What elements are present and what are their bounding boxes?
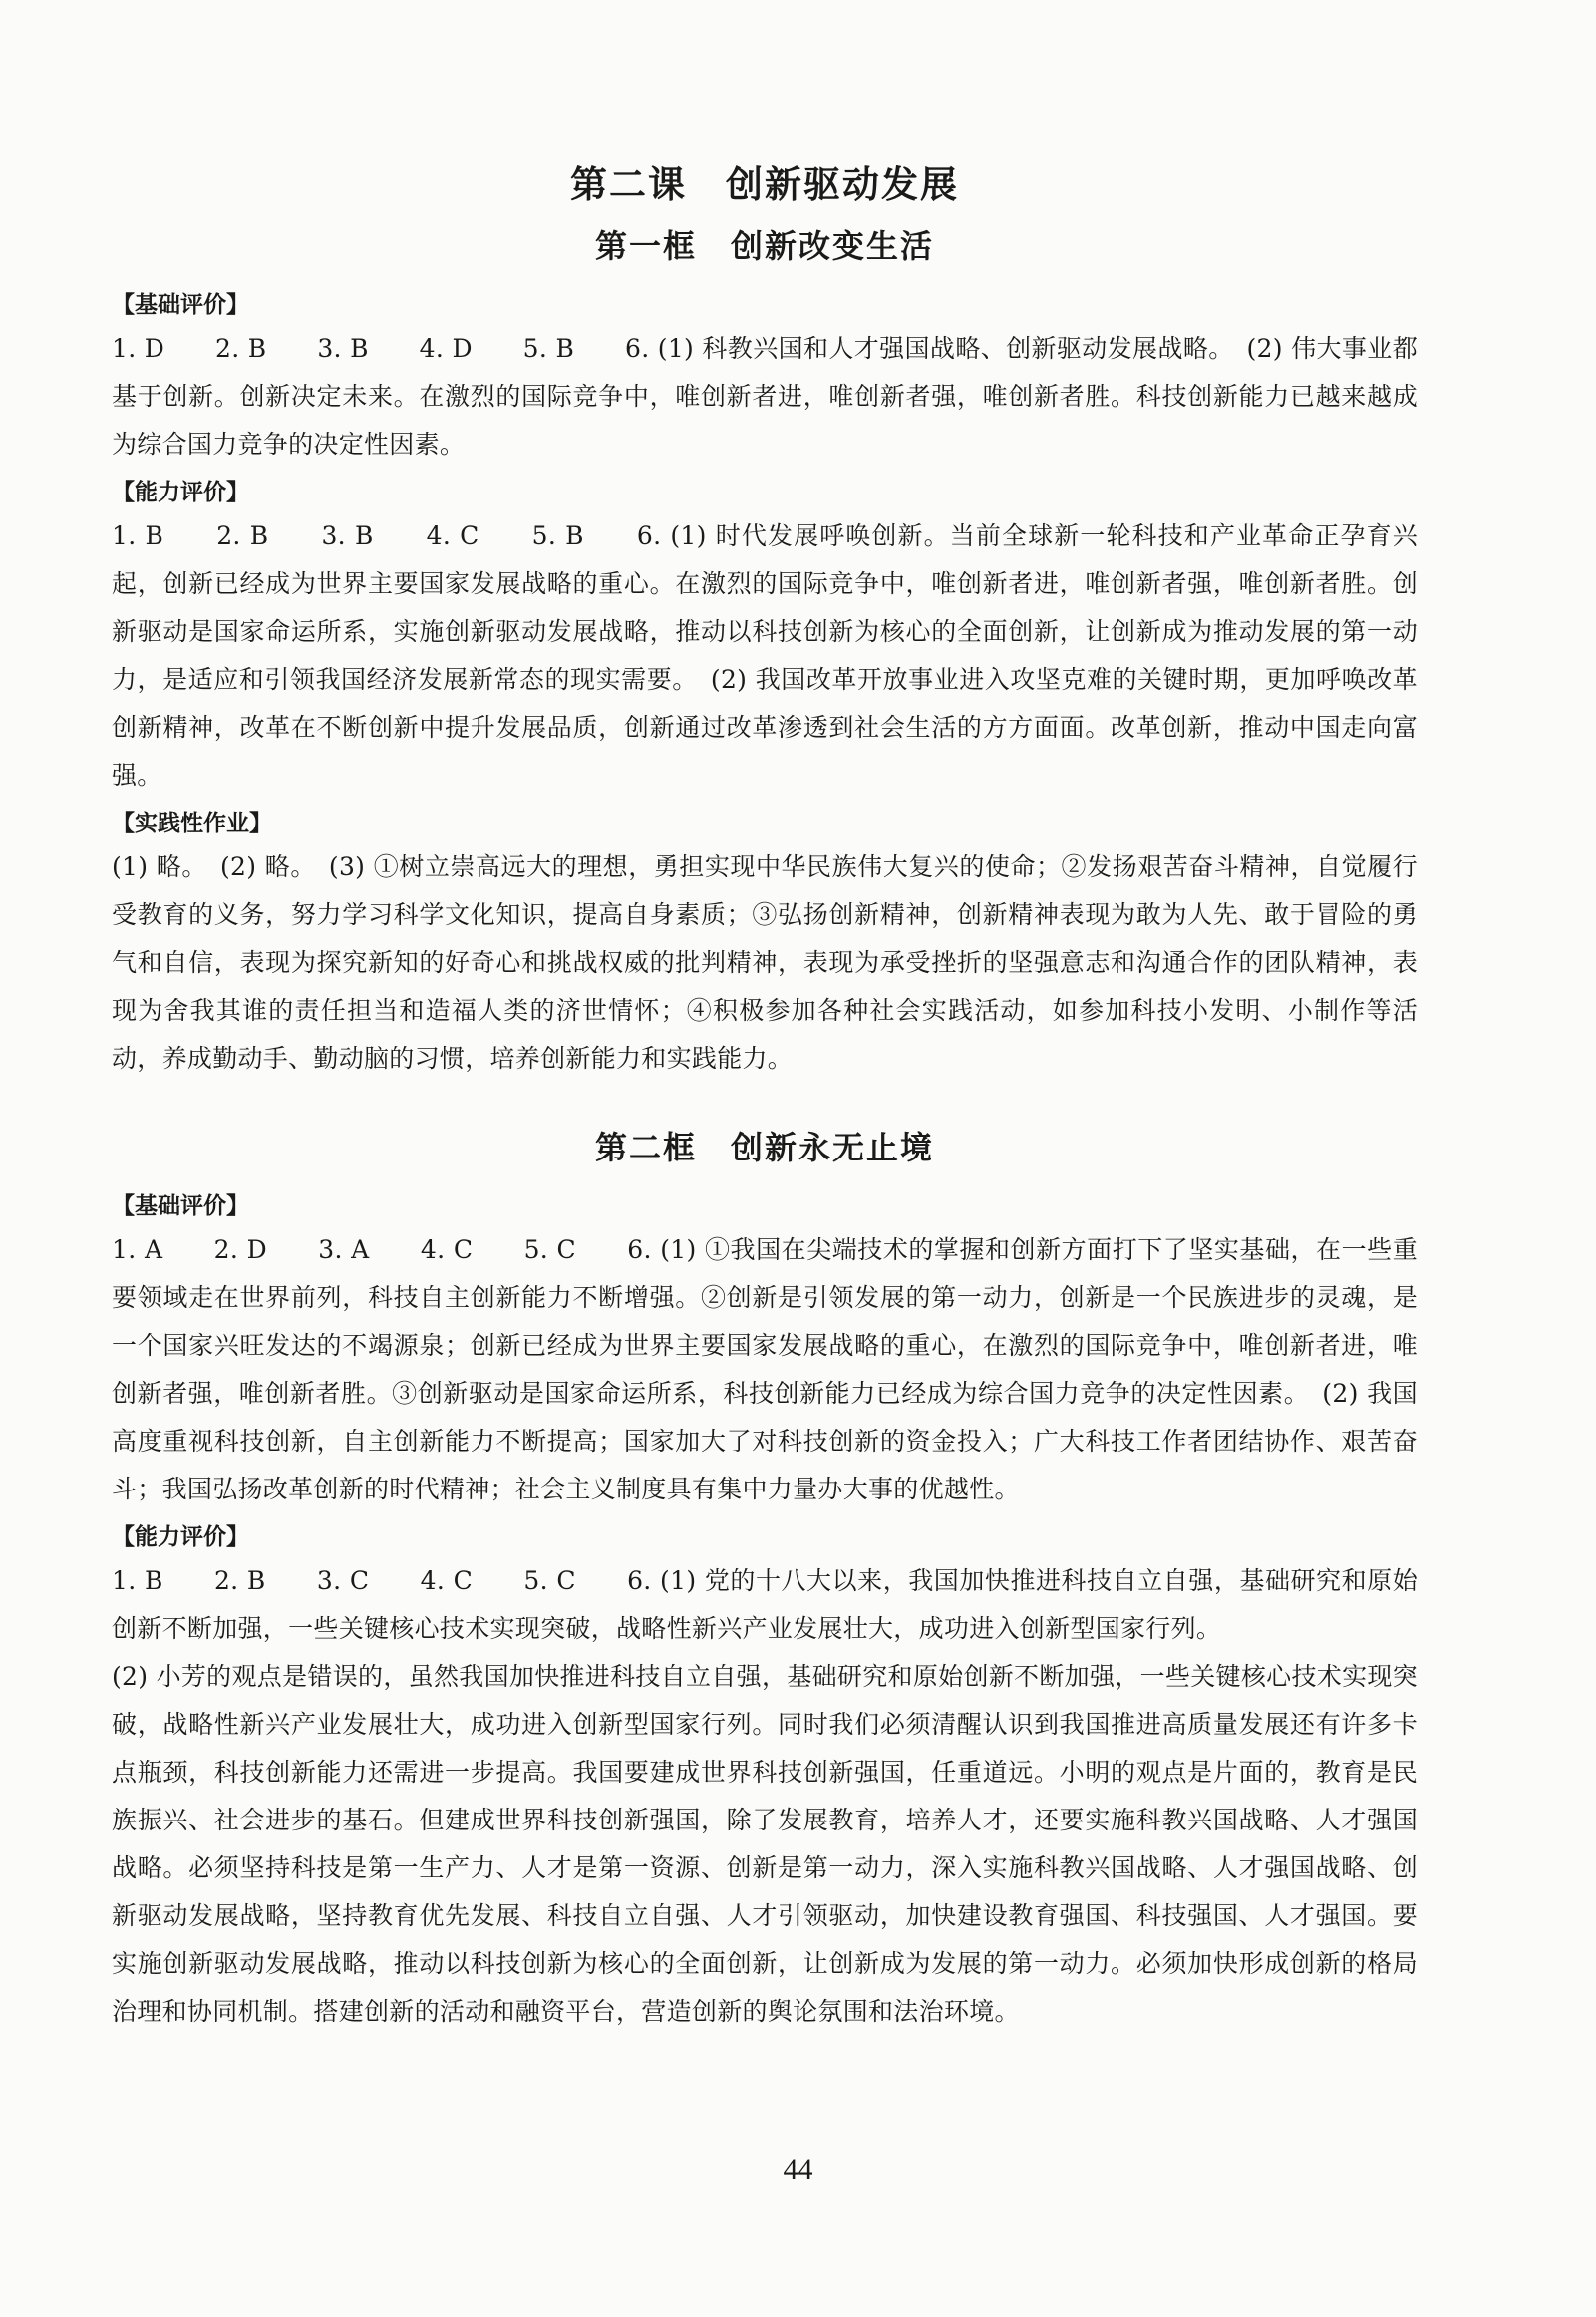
frame2-ability-answers-part2: (2) 小芳的观点是错误的，虽然我国加快推进科技自立自强，基础研究和原始创新不断加强，一些关键核心技术实现突破，战略性新兴产业发展壮大，成功进入创新型国家行列。同时我们必须清醒认识到我国推进高质量发展还有许多卡点瓶颈，科技创新能力还需进一步提高。我国要建成世界科技创新强国，任重道远。小明的观点是片面的，教育是民族振兴、社会进步的基石。但建成世界科技创新强国，除了发展教育，培养人才，还要实施科教兴国战略、人才强国战略。必须坚持科技是第一生产力、人才是第一资源、创新是第一动力，深入实施科教兴国战略、人才强国战略、创新驱动发展战略，坚持教育优先发展、科技自立自强、人才引领驱动，加快建设教育强国、科技强国、人才强国。要实施创新驱动发展战略，推动以科技创新为核心的全面创新，让创新成为发展的第一动力。必须加快形成创新的格局治理和协同机制。搭建创新的活动和融资平台，营造创新的舆论氛围和法治环境。	[112, 1662, 1418, 2026]
frame1-title: 第一框 创新改变生活	[594, 227, 934, 265]
frame2-basic-heading: 【基础评价】	[112, 1193, 249, 1219]
frame1-basic-answers: 1. D 2. B 3. B 4. D 5. B 6. (1) 科教兴国和人才强国战略、创新驱动发展战略。 (2) 伟大事业都基于创新。创新决定未来。在激烈的国际竞争中，唯创新者进，唯创新者强，唯创新者胜。科技创新能力已越来越成为综合国力竞争的决定性因素。	[112, 334, 1418, 459]
frame2-basic-answers: 1. A 2. D 3. A 4. C 5. C 6. (1) ①我国在尖端技术的掌握和创新方面打下了坚实基础，在一些重要领域走在世界前列，科技自主创新能力不断增强。②创新是引领发展的第一动力，创新是一个民族进步的灵魂，是一个国家兴旺发达的不竭源泉；创新已经成为世界主要国家发展战略的重心，在激烈的国际竞争中，唯创新者进，唯创新者强，唯创新者胜。③创新驱动是国家命运所系，科技创新能力已经成为综合国力竞争的决定性因素。 (2) 我国高度重视科技创新，自主创新能力不断提高；国家加大了对科技创新的资金投入；广大科技工作者团结协作、艰苦奋斗；我国弘扬改革创新的时代精神；社会主义制度具有集中力量办大事的优越性。	[112, 1235, 1418, 1503]
frame1-practice-answers: (1) 略。 (2) 略。 (3) ①树立崇高远大的理想，勇担实现中华民族伟大复兴的使命；②发扬艰苦奋斗精神，自觉履行受教育的义务，努力学习科学文化知识，提高自身素质；③弘扬创新精神，创新精神表现为敢为人先、敢于冒险的勇气和自信，表现为探究新知的好奇心和挑战权威的批判精神，表现为承受挫折的坚强意志和沟通合作的团队精神，表现为舍我其谁的责任担当和造福人类的济世情怀；④积极参加各种社会实践活动，如参加科技小发明、小制作等活动，养成勤动手、勤动脑的习惯，培养创新能力和实践能力。	[112, 852, 1418, 1073]
frame1-ability-heading: 【能力评价】	[112, 480, 249, 505]
frame2-ability-heading: 【能力评价】	[112, 1524, 249, 1550]
frame1-practice-heading: 【实践性作业】	[112, 811, 272, 836]
frame2-ability-answers-part1: 1. B 2. B 3. C 4. C 5. C 6. (1) 党的十八大以来，我国加快推进科技自立自强，基础研究和原始创新不断加强，一些关键核心技术实现突破，战略性新兴产业发展壮大，成功进入创新型国家行列。	[112, 1566, 1418, 1643]
frame2-title: 第二框 创新永无止境	[594, 1129, 934, 1166]
frame1-ability-answers: 1. B 2. B 3. B 4. C 5. B 6. (1) 时代发展呼唤创新。当前全球新一轮科技和产业革命正孕育兴起，创新已经成为世界主要国家发展战略的重心。在激烈的国际竞争中，唯创新者进，唯创新者强，唯创新者胜。创新驱动是国家命运所系，实施创新驱动发展战略，推动以科技创新为核心的全面创新，让创新成为推动发展的第一动力，是适应和引领我国经济发展新常态的现实需要。 (2) 我国改革开放事业进入攻坚克难的关键时期，更加呼唤改革创新精神，改革在不断创新中提升发展品质，创新通过改革渗透到社会生活的方方面面。改革创新，推动中国走向富强。	[112, 521, 1418, 790]
page-number: 44	[783, 2153, 813, 2186]
frame1-basic-heading: 【基础评价】	[112, 292, 249, 318]
lesson-title: 第二课 创新驱动发展	[570, 163, 959, 206]
page-content	[112, 160, 1418, 2036]
